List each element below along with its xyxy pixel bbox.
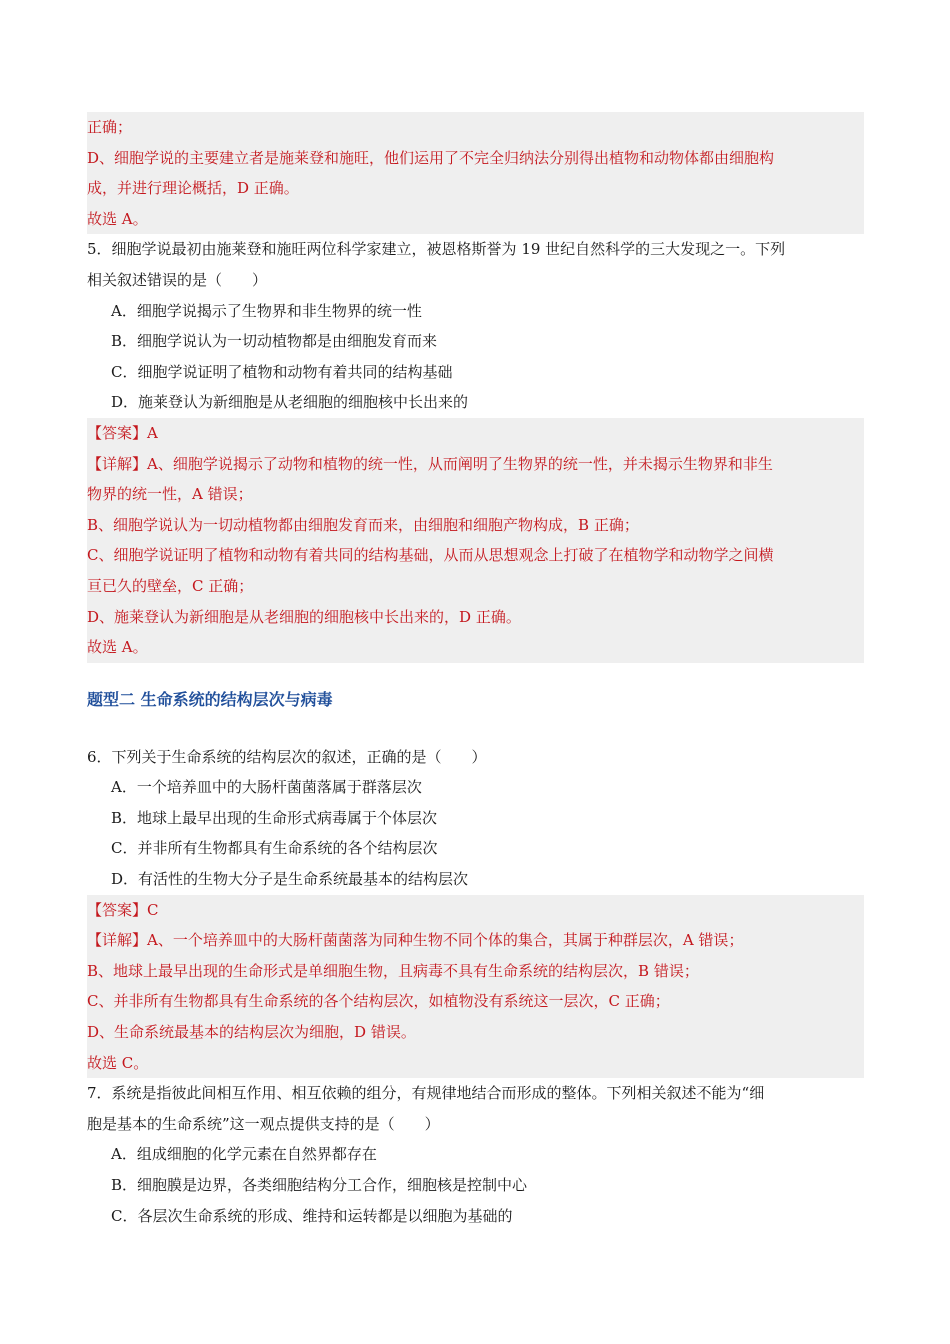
explanation-line: C、细胞学说证明了植物和动物有着共同的结构基础，从而从思想观念上打破了在植物学和动物学之间横 — [87, 546, 774, 565]
explanation-line: 【详解】A、细胞学说揭示了动物和植物的统一性，从而阐明了生物界的统一性，并未揭示生物界和非生 — [87, 454, 773, 473]
question-stem: 6．下列关于生命系统的结构层次的叙述，正确的是（ ） — [87, 747, 487, 766]
option-c: C．各层次生命系统的形成、维持和运转都是以细胞为基础的 — [111, 1206, 513, 1225]
question-5 — [87, 234, 864, 418]
explanation-line: 故选 C。 — [87, 1053, 149, 1072]
option-a: A．一个培养皿中的大肠杆菌菌落属于群落层次 — [111, 778, 422, 797]
explanation-line: B、地球上最早出现的生命形式是单细胞生物，且病毒不具有生命系统的结构层次，B 错误； — [87, 961, 699, 980]
option-d: D．有活性的生物大分子是生命系统最基本的结构层次 — [111, 870, 469, 889]
option-c: C．细胞学说证明了植物和动物有着共同的结构基础 — [111, 362, 453, 381]
option-a: A．细胞学说揭示了生物界和非生物界的统一性 — [111, 301, 422, 320]
explanation-line: 故选 A。 — [87, 209, 148, 228]
explanation-line: 亘已久的壁垒，C 正确； — [87, 576, 254, 595]
previous-explanation-block — [87, 112, 864, 234]
explanation-line: 正确； — [87, 118, 133, 136]
question-stem: 7．系统是指彼此间相互作用、相互依赖的组分，有规律地结合而形成的整体。下列相关叙述不能为“细 — [87, 1084, 765, 1103]
explanation-line: 故选 A。 — [87, 638, 148, 657]
explanation-line: 物界的统一性，A 错误； — [87, 485, 253, 504]
answer-label: 【答案】C — [87, 900, 159, 919]
explanation-line: D、细胞学说的主要建立者是施莱登和施旺，他们运用了不完全归纳法分别得出植物和动物体都由细胞构 — [87, 148, 775, 167]
section-heading: 题型二 生命系统的结构层次与病毒 — [87, 689, 333, 709]
document-page — [87, 112, 864, 1231]
option-a: A．组成细胞的化学元素在自然界都存在 — [111, 1145, 377, 1164]
option-b: B．细胞膜是边界，各类细胞结构分工合作，细胞核是控制中心 — [111, 1176, 528, 1194]
explanation-line: 【详解】A、一个培养皿中的大肠杆菌菌落为同种生物不同个体的集合，其属于种群层次，A 错误； — [87, 931, 744, 950]
explanation-line: B、细胞学说认为一切动植物都由细胞发育而来，由细胞和细胞产物构成，B 正确； — [87, 515, 639, 534]
option-b: B．细胞学说认为一切动植物都是由细胞发育而来 — [111, 332, 438, 351]
option-c: C．并非所有生物都具有生命系统的各个结构层次 — [111, 839, 438, 858]
question-7 — [87, 1078, 864, 1231]
option-d: D．施莱登认为新细胞是从老细胞的细胞核中长出来的 — [111, 393, 469, 412]
explanation-line: C、并非所有生物都具有生命系统的各个结构层次，如植物没有系统这一层次，C 正确； — [87, 992, 670, 1011]
option-b: B．地球上最早出现的生命形式病毒属于个体层次 — [111, 808, 438, 827]
question-6 — [87, 742, 864, 895]
answer-label: 【答案】A — [87, 423, 158, 442]
answer-block-5 — [87, 418, 864, 663]
explanation-line: 成，并进行理论概括，D 正确。 — [87, 179, 299, 198]
explanation-line: D、施莱登认为新细胞是从老细胞的细胞核中长出来的，D 正确。 — [87, 607, 521, 626]
explanation-line: D、生命系统最基本的结构层次为细胞，D 错误。 — [87, 1023, 416, 1042]
answer-block-6 — [87, 895, 864, 1079]
question-stem: 5．细胞学说最初由施莱登和施旺两位科学家建立，被恩格斯誉为 19 世纪自然科学的三大发现之一。下列 — [87, 240, 786, 259]
question-stem: 相关叙述错误的是（ ） — [87, 270, 268, 289]
question-stem: 胞是基本的生命系统”这一观点提供支持的是（ ） — [87, 1114, 440, 1133]
